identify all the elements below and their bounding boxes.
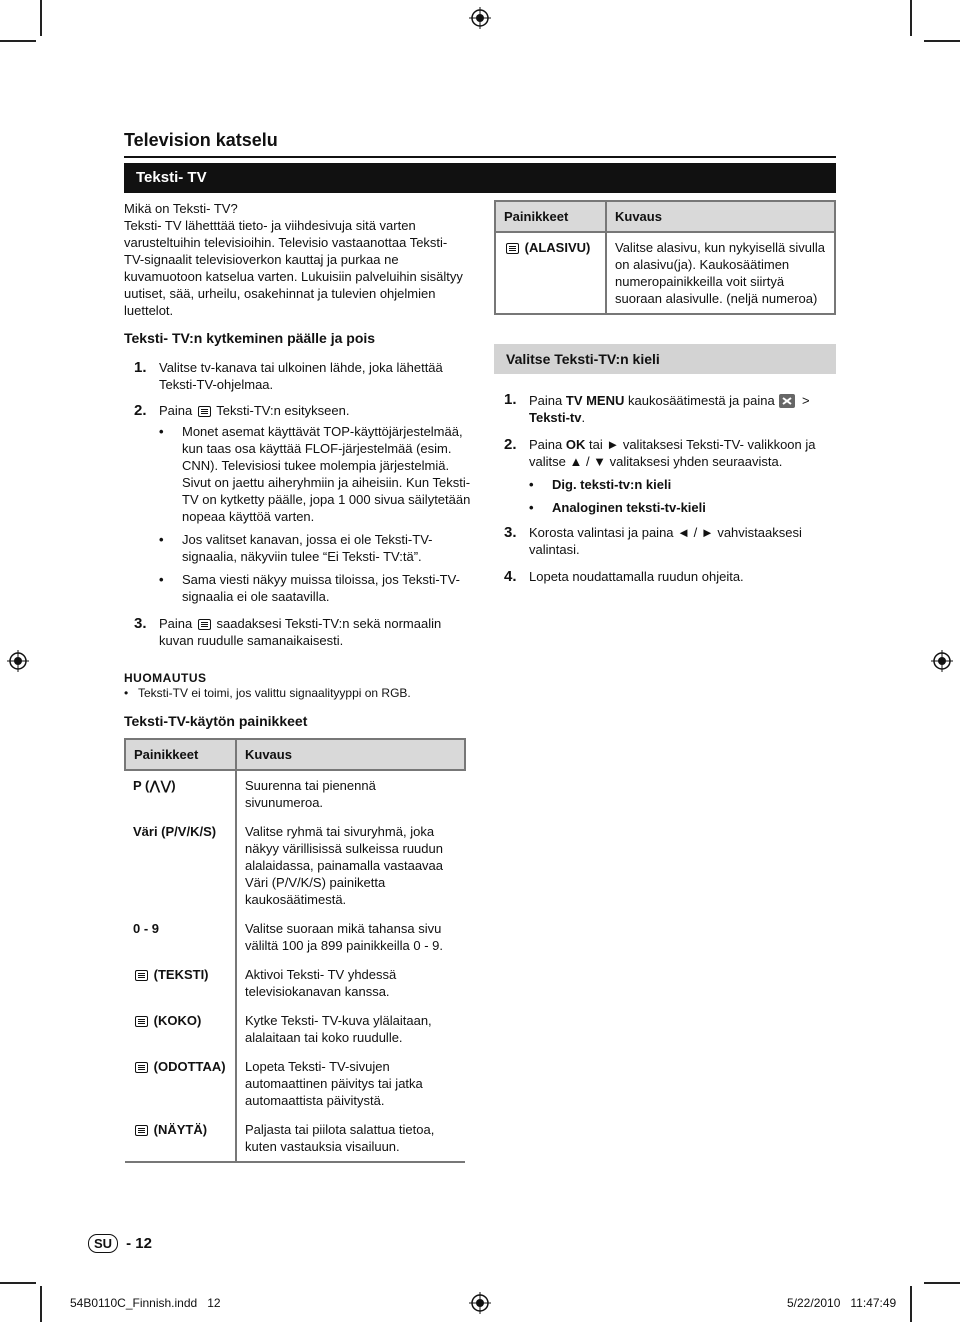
- step-text-post: Teksti-TV:n esitykseen.: [216, 403, 350, 418]
- button-desc: Aktivoi Teksti- TV yhdessä televisiokanavan kanssa.: [245, 967, 397, 999]
- crop-mark: [0, 1282, 36, 1284]
- step-text-post: saadaksesi Teksti-TV:n sekä normaalin kuvan ruudulle samanaikaisesti.: [159, 616, 442, 648]
- table-row: [495, 232, 835, 314]
- table-row: [125, 914, 465, 960]
- lang-step-4: [494, 568, 836, 585]
- step-number: 3.: [134, 615, 147, 632]
- step-text: Valitse tv-kanava tai ulkoinen lähde, joka lähettää Teksti-TV-ohjelmaa.: [159, 360, 443, 392]
- button-desc: Valitse alasivu, kun nykyisellä sivulla on alasivu(ja). Kaukosäätimen numeropainikkeilla voit siirtyä suoraan alasivulle. (neljä numeroa): [615, 240, 826, 306]
- button-key-label: (ALASIVU): [524, 240, 591, 255]
- column-header: Kuvaus: [236, 739, 465, 770]
- step-1: [124, 359, 474, 393]
- registration-mark-icon: [469, 7, 491, 29]
- teletext-icon: [198, 406, 211, 417]
- step-2: [124, 402, 474, 605]
- crop-mark: [40, 0, 42, 36]
- step-number: 2.: [134, 402, 147, 419]
- section-rule: [124, 156, 836, 158]
- step-keyword: OK: [565, 437, 586, 452]
- crop-mark: [910, 1286, 912, 1322]
- subpage-icon: [506, 243, 519, 254]
- button-desc: Lopeta Teksti- TV-sivujen automaattinen päivitys tai jatka automaattista päivitystä.: [245, 1059, 423, 1108]
- bullet-text: Sama viesti näkyy muissa tiloissa, jos Teksti-TV-signaalia ei ole saatavilla.: [182, 572, 460, 604]
- file-name: 54B0110C_Finnish.indd 12: [70, 1296, 221, 1310]
- bullet-item: • Sama viesti näkyy muissa tiloissa, jos Teksti-TV-signaalia ei ole saatavilla.: [159, 572, 460, 604]
- language-badge: SU: [88, 1234, 118, 1253]
- option-item: • Dig. teksti-tv:n kieli: [529, 477, 672, 492]
- bullet-text: Monet asemat käyttävät TOP-käyttöjärjestelmää, kun taas osa käyttää FLOF-järjestelmää (esim. CNN). Televisiosi tukee molempia järjestelmiä. Sivut on jaettu aiheryhmiin ja aiheisiin. Kun Teksti- TV on kytketty päälle, jopa 1 000 sivua säilytetään nopeaa käyttöä varten.: [182, 424, 471, 524]
- lang-step-2: [494, 436, 836, 516]
- step-number: 1.: [504, 391, 517, 408]
- button-desc: Paljasta tai piilota salattua tietoa, kuten vastauksia visailuun.: [245, 1122, 435, 1154]
- button-key: [125, 1006, 236, 1052]
- lang-step-3: [494, 524, 836, 558]
- step-3: [124, 615, 474, 649]
- button-key-label: (TEKSTI): [153, 967, 209, 982]
- step-keyword: Teksti-tv: [529, 410, 582, 425]
- registration-mark-icon: [931, 650, 953, 672]
- step-text: tai ► valitaksesi Teksti-TV- valikkoon ja valitse ▲ / ▼ valitaksesi yhden seuraavista.: [529, 437, 816, 469]
- table-row: [125, 1115, 465, 1162]
- button-desc: Valitse suoraan mikä tahansa sivu väliltä 100 ja 899 painikkeilla 0 - 9.: [245, 921, 444, 953]
- print-date: 5/22/2010 11:47:49: [787, 1296, 897, 1310]
- subpage-table: [494, 200, 836, 315]
- language-title-bar: Valitse Teksti-TV:n kieli: [494, 344, 836, 374]
- button-key: [125, 960, 236, 1006]
- language-options: [529, 476, 836, 516]
- button-key: 0 - 9: [125, 914, 236, 960]
- option-text: Dig. teksti-tv:n kieli: [552, 477, 672, 492]
- teletext-title-bar: Teksti- TV: [124, 163, 836, 193]
- section-title: Television katselu: [124, 130, 278, 150]
- reveal-icon: [135, 1125, 148, 1136]
- button-key-label: (NÄYTÄ): [153, 1122, 208, 1137]
- table-row: [125, 960, 465, 1006]
- column-header: Painikkeet: [125, 739, 236, 770]
- step-text-pre: Paina: [159, 403, 193, 418]
- step-2-bullets: [159, 423, 474, 605]
- button-key-label: (ODOTTAA): [153, 1059, 226, 1074]
- button-key: [125, 1052, 236, 1115]
- size-icon: [135, 1016, 148, 1027]
- step-number: 2.: [504, 436, 517, 453]
- hold-icon: [135, 1062, 148, 1073]
- bullet-item: • Monet asemat käyttävät TOP-käyttöjärjestelmää, kun taas osa käyttää FLOF-järjestelmää (esim. CNN). Televisiosi tukee molempia järjestelmiä. Sivut on jaettu aiheryhmiin ja aiheisiin. Kun Teksti- TV on kytketty päälle, jopa 1 000 sivua säilytetään nopeaa käyttöä varten.: [159, 424, 471, 524]
- crop-mark: [924, 1282, 960, 1284]
- crop-mark: [910, 0, 912, 36]
- bullet-text: Jos valitset kanavan, jossa ei ole Teksti-TV-signaalia, näkyviin tulee “Ei Teksti- TV:tä”.: [182, 532, 433, 564]
- intro-question: Mikä on Teksti- TV?: [124, 201, 238, 216]
- table-row: [125, 817, 465, 914]
- crop-mark: [0, 40, 36, 42]
- switching-title: Teksti- TV:n kytkeminen päälle ja pois: [124, 330, 376, 346]
- step-text: Paina: [529, 437, 563, 452]
- button-key: [495, 232, 606, 314]
- teletext-icon: [135, 970, 148, 981]
- note-bullet: •: [124, 686, 129, 700]
- button-key: Väri (P/V/K/S): [125, 817, 236, 914]
- button-key: [125, 1115, 236, 1162]
- note-text: [124, 686, 411, 700]
- step-text: Lopeta noudattamalla ruudun ohjeita.: [529, 569, 744, 584]
- button-desc: Valitse ryhmä tai sivuryhmä, joka näkyy värillisissä sulkeissa ruudun alalaidassa, painamalla vastaavaa Väri (P/V/K/S) painiketta kaukosäätimestä.: [245, 824, 444, 907]
- button-desc: Kytke Teksti- TV-kuva ylälaitaan, alalaitaan tai koko ruudulle.: [245, 1013, 432, 1045]
- page-number-text: - 12: [126, 1235, 152, 1252]
- intro-block: [124, 200, 464, 319]
- language-steps: [494, 391, 836, 585]
- button-desc: Suurenna tai pienennä sivunumeroa.: [245, 778, 376, 810]
- step-text: kaukosäätimestä ja paina: [628, 393, 775, 408]
- table-row: [125, 770, 465, 817]
- step-number: 1.: [134, 359, 147, 376]
- column-header: Painikkeet: [495, 201, 606, 232]
- step-text: Korosta valintasi ja paina ◄ / ► vahvistaaksesi valintasi.: [529, 525, 802, 557]
- option-text: Analoginen teksti-tv-kieli: [552, 500, 706, 515]
- column-header: Kuvaus: [606, 201, 835, 232]
- note-body: Teksti-TV ei toimi, jos valittu signaalityyppi on RGB.: [138, 686, 411, 700]
- step-number: 3.: [504, 524, 517, 541]
- registration-mark-icon: [469, 1292, 491, 1314]
- crop-mark: [40, 1286, 42, 1322]
- step-text: .: [581, 410, 586, 425]
- crop-mark: [924, 40, 960, 42]
- step-text: Paina: [529, 393, 563, 408]
- lang-step-1: [494, 391, 836, 426]
- button-key: P (⋀⋁): [125, 770, 236, 817]
- page-number: [88, 1234, 152, 1253]
- buttons-title: Teksti-TV-käytön painikkeet: [124, 713, 308, 729]
- settings-icon: [778, 391, 798, 409]
- step-number: 4.: [504, 568, 517, 585]
- switching-steps: [124, 359, 474, 649]
- teletext-icon: [198, 619, 211, 630]
- teletext-buttons-table: [124, 738, 466, 1163]
- table-row: [125, 1052, 465, 1115]
- note-heading: HUOMAUTUS: [124, 671, 207, 685]
- button-key-label: (KOKO): [153, 1013, 202, 1028]
- bullet-item: • Jos valitset kanavan, jossa ei ole Teksti-TV-signaalia, näkyviin tulee “Ei Teksti- TV:tä”.: [159, 532, 433, 564]
- intro-body: Teksti- TV lähetttää tieto- ja viihdesivuja sitä varten varusteltuihin televisioihin. Televisio vastaanottaa Teksti- TV-signaalit televisioverkon kauttaj ja purkaa ne kuvamuotoon katselua varten. Lukuisiin palveluihin sisältyy uutiset, sää, urheilu, osakehinnat ja tulevien ohjelmien luettelot.: [124, 218, 463, 318]
- table-row: [125, 1006, 465, 1052]
- option-item: • Analoginen teksti-tv-kieli: [529, 500, 706, 515]
- step-text: >: [801, 393, 810, 408]
- step-keyword: TV MENU: [565, 393, 625, 408]
- registration-mark-icon: [7, 650, 29, 672]
- step-text-pre: Paina: [159, 616, 193, 631]
